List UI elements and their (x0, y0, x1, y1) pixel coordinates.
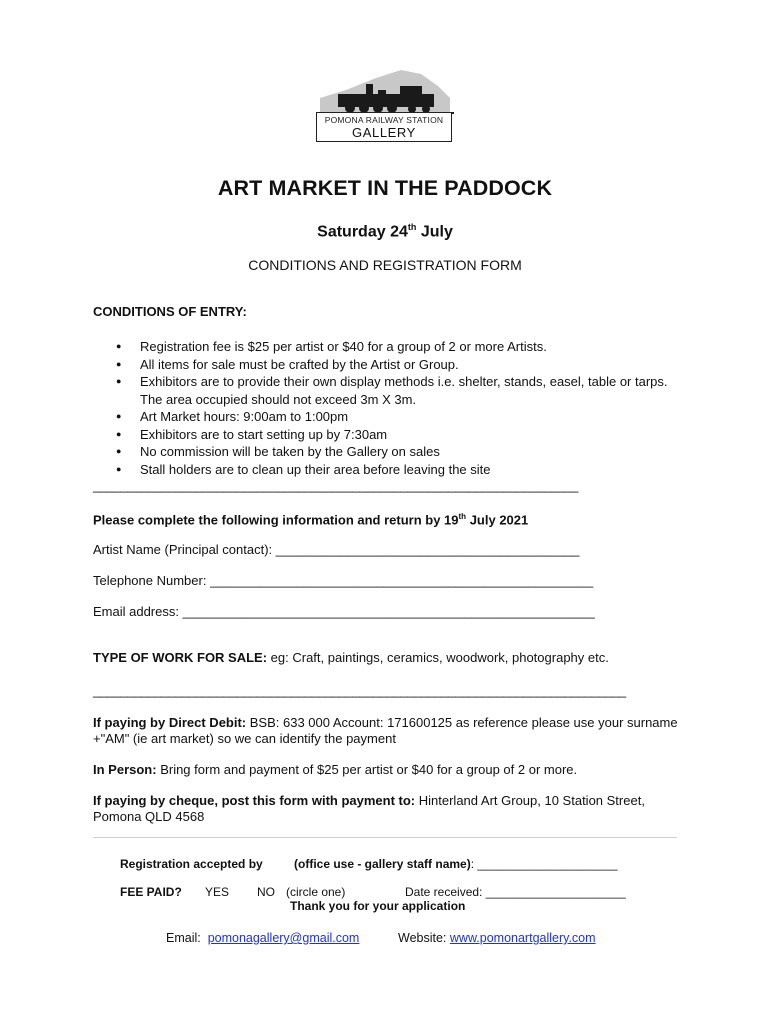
staff-name-field[interactable] (294, 857, 618, 871)
return-instruction (93, 512, 528, 527)
fee-paid-no-option[interactable]: NO (257, 885, 275, 899)
event-date-main: Saturday 24 (317, 223, 408, 241)
footer-website (398, 931, 596, 945)
condition-item: ● No commission will be taken by the Gallery on sales (116, 443, 686, 461)
return-instruction-suffix: th (458, 512, 467, 521)
type-of-work-hint: eg: Craft, paintings, ceramics, woodwork, photography etc. (267, 650, 609, 665)
footer-email (166, 931, 359, 945)
condition-item: ● All items for sale must be crafted by the Artist or Group. (116, 356, 686, 374)
condition-item: ● Exhibitors are to provide their own display methods i.e. shelter, stands, easel, table or tarps. The area occupied should not exceed 3m X 3m. (116, 373, 686, 408)
event-date-suffix: th (407, 222, 417, 232)
train-engine-icon (316, 68, 454, 116)
direct-debit-label: If paying by Direct Debit: (93, 715, 247, 730)
date-received-field[interactable]: Date received: _____________________ (405, 885, 626, 899)
return-instruction-text: Please complete the following information and return by 19 (93, 512, 459, 528)
gallery-logo (316, 68, 454, 144)
type-of-work-label: TYPE OF WORK FOR SALE: (93, 650, 268, 665)
logo-line-1: POMONA RAILWAY STATION (324, 115, 444, 125)
condition-item: ● Registration fee is $25 per artist or $40 for a group of 2 or more Artists. (116, 338, 686, 356)
cheque-label: If paying by cheque, post this form with payment to: (93, 793, 416, 808)
direct-debit-info (93, 715, 693, 747)
registration-accepted-label: Registration accepted by (120, 857, 263, 871)
in-person-info (93, 762, 693, 778)
footer-website-label: Website: (398, 931, 447, 945)
conditions-list (116, 338, 686, 478)
office-use-divider (93, 837, 677, 838)
thank-you-note: Thank you for your application (290, 899, 466, 913)
return-instruction-date: July 2021 (466, 512, 529, 528)
telephone-field[interactable]: Telephone Number: _____________________________________________________ (93, 573, 594, 588)
fee-paid-label: FEE PAID? (120, 885, 182, 899)
logo-nameplate (316, 112, 452, 142)
condition-item: ● Exhibitors are to start setting up by 7:30am (116, 426, 686, 444)
type-of-work-field[interactable]: ______________________________________________________________________________ (93, 683, 626, 698)
cheque-info (93, 793, 693, 825)
fee-paid-yes-option[interactable]: YES (205, 885, 230, 899)
condition-item: ● Art Market hours: 9:00am to 1:00pm (116, 408, 686, 426)
artist-name-field[interactable]: Artist Name (Principal contact): __________________________________________ (93, 542, 580, 557)
event-date-month: July (416, 223, 453, 241)
form-subtitle: CONDITIONS AND REGISTRATION FORM (248, 257, 522, 273)
section-separator: _______________________________________________________________________ (93, 478, 578, 493)
footer-email-link[interactable]: pomonagallery@gmail.com (207, 931, 360, 945)
direct-debit-text: BSB: 633 000 Account: 171600125 as reference please use your surname +"AM" (ie art market) so we can identify the payment (93, 715, 678, 746)
staff-name-label: (office use - gallery staff name) (294, 857, 471, 871)
page-title: ART MARKET IN THE PADDOCK (217, 176, 553, 200)
cheque-text: Hinterland Art Group, 10 Station Street, Pomona QLD 4568 (93, 793, 645, 824)
conditions-heading: CONDITIONS OF ENTRY: (93, 304, 247, 319)
in-person-label: In Person: (93, 762, 157, 777)
footer-email-label: Email: (166, 931, 201, 945)
logo-line-2: GALLERY (352, 125, 416, 140)
email-field[interactable]: Email address: _________________________________________________________ (93, 604, 595, 619)
staff-name-line: : _____________________ (470, 857, 618, 871)
event-date (0, 222, 770, 241)
condition-item: ● Stall holders are to clean up their area before leaving the site (116, 461, 686, 479)
circle-one-hint: (circle one) (286, 885, 346, 899)
type-of-work-prompt (93, 650, 609, 665)
footer-website-link[interactable]: www.pomonartgallery.com (449, 931, 596, 945)
in-person-text: Bring form and payment of $25 per artist or $40 for a group of 2 or more. (156, 762, 578, 777)
